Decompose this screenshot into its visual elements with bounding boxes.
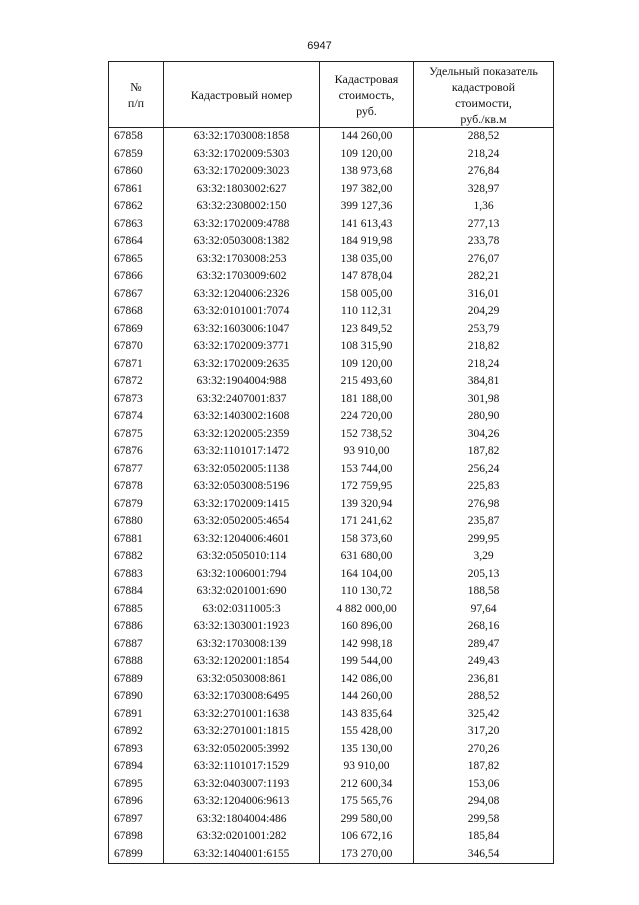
row-specific-value: 316,01 [414,286,554,304]
row-cadastral-number: 63:32:1101017:1529 [164,758,320,776]
row-cadastral-number: 63:32:2701001:1638 [164,706,320,724]
row-cadastral-value: 142 998,18 [320,636,414,654]
row-specific-value: 249,43 [414,653,554,671]
row-index: 67879 [109,496,164,514]
table-row [109,198,554,216]
row-index: 67860 [109,163,164,181]
row-specific-value: 325,42 [414,706,554,724]
row-cadastral-number: 63:32:1702009:4788 [164,216,320,234]
row-cadastral-number: 63:32:0201001:282 [164,828,320,846]
row-cadastral-number: 63:32:1703008:6495 [164,688,320,706]
row-cadastral-number: 63:32:0502005:4654 [164,513,320,531]
row-index: 67875 [109,426,164,444]
row-index: 67895 [109,776,164,794]
row-cadastral-number: 63:32:1202001:1854 [164,653,320,671]
row-index: 67888 [109,653,164,671]
table-header [109,62,554,128]
row-index: 67886 [109,618,164,636]
table-row [109,828,554,846]
row-cadastral-value: 173 270,00 [320,846,414,864]
row-cadastral-number: 63:32:1703008:1858 [164,128,320,146]
row-cadastral-value: 106 672,16 [320,828,414,846]
row-index: 67863 [109,216,164,234]
table-row [109,793,554,811]
row-specific-value: 280,90 [414,408,554,426]
row-cadastral-number: 63:32:1101017:1472 [164,443,320,461]
row-cadastral-number: 63:32:2701001:1815 [164,723,320,741]
row-index: 67870 [109,338,164,356]
row-specific-value: 289,47 [414,636,554,654]
row-cadastral-value: 108 315,90 [320,338,414,356]
row-cadastral-number: 63:32:0403007:1193 [164,776,320,794]
row-cadastral-value: 181 188,00 [320,391,414,409]
row-cadastral-number: 63:32:1204006:9613 [164,793,320,811]
row-specific-value: 328,97 [414,181,554,199]
row-cadastral-number: 63:32:1702009:5303 [164,146,320,164]
row-cadastral-value: 171 241,62 [320,513,414,531]
table-row [109,723,554,741]
row-specific-value: 288,52 [414,688,554,706]
row-index: 67896 [109,793,164,811]
row-cadastral-number: 63:32:1403002:1608 [164,408,320,426]
row-cadastral-value: 138 035,00 [320,251,414,269]
row-cadastral-value: 158 373,60 [320,531,414,549]
row-cadastral-value: 142 086,00 [320,671,414,689]
row-cadastral-value: 164 104,00 [320,566,414,584]
row-cadastral-number: 63:32:1702009:3771 [164,338,320,356]
row-specific-value: 304,26 [414,426,554,444]
row-index: 67893 [109,741,164,759]
table-row [109,566,554,584]
row-cadastral-value: 93 910,00 [320,443,414,461]
row-cadastral-value: 631 680,00 [320,548,414,566]
row-cadastral-value: 224 720,00 [320,408,414,426]
row-index: 67868 [109,303,164,321]
table-row [109,373,554,391]
table-row [109,128,554,146]
row-specific-value: 218,24 [414,146,554,164]
row-cadastral-value: 197 382,00 [320,181,414,199]
row-index: 67894 [109,758,164,776]
row-cadastral-value: 299 580,00 [320,811,414,829]
row-cadastral-number: 63:32:1702009:2635 [164,356,320,374]
row-cadastral-value: 184 919,98 [320,233,414,251]
row-cadastral-value: 399 127,36 [320,198,414,216]
row-cadastral-value: 93 910,00 [320,758,414,776]
row-specific-value: 187,82 [414,443,554,461]
row-cadastral-value: 215 493,60 [320,373,414,391]
row-cadastral-number: 63:32:1803002:627 [164,181,320,199]
row-cadastral-value: 175 565,76 [320,793,414,811]
row-index: 67881 [109,531,164,549]
row-cadastral-number: 63:32:1702009:1415 [164,496,320,514]
row-specific-value: 153,06 [414,776,554,794]
row-cadastral-number: 63:32:1603006:1047 [164,321,320,339]
row-index: 67866 [109,268,164,286]
row-cadastral-value: 109 120,00 [320,356,414,374]
row-cadastral-number: 63:32:0503008:5196 [164,478,320,496]
row-index: 67876 [109,443,164,461]
row-specific-value: 253,79 [414,321,554,339]
table-row [109,321,554,339]
row-specific-value: 233,78 [414,233,554,251]
table-row [109,846,554,864]
row-cadastral-number: 63:32:1703008:253 [164,251,320,269]
row-index: 67889 [109,671,164,689]
row-cadastral-value: 141 613,43 [320,216,414,234]
row-specific-value: 236,81 [414,671,554,689]
row-specific-value: 225,83 [414,478,554,496]
row-specific-value: 277,13 [414,216,554,234]
table-row [109,583,554,601]
table-row [109,146,554,164]
row-specific-value: 270,26 [414,741,554,759]
row-cadastral-number: 63:32:0201001:690 [164,583,320,601]
table-row [109,741,554,759]
row-index: 67897 [109,811,164,829]
row-specific-value: 299,58 [414,811,554,829]
row-cadastral-number: 63:32:1804004:486 [164,811,320,829]
table-body [109,128,554,864]
table-row [109,776,554,794]
row-specific-value: 299,95 [414,531,554,549]
row-index: 67883 [109,566,164,584]
row-index: 67892 [109,723,164,741]
row-cadastral-value: 144 260,00 [320,688,414,706]
row-index: 67887 [109,636,164,654]
row-cadastral-number: 63:32:1204006:2326 [164,286,320,304]
row-index: 67882 [109,548,164,566]
row-index: 67899 [109,846,164,864]
table-row [109,268,554,286]
table-row [109,671,554,689]
table-row [109,408,554,426]
row-specific-value: 235,87 [414,513,554,531]
row-index: 67898 [109,828,164,846]
row-cadastral-number: 63:32:2308002:150 [164,198,320,216]
table-row [109,181,554,199]
row-cadastral-value: 160 896,00 [320,618,414,636]
row-index: 67858 [109,128,164,146]
row-cadastral-value: 110 130,72 [320,583,414,601]
table-row [109,531,554,549]
row-specific-value: 187,82 [414,758,554,776]
row-cadastral-value: 4 882 000,00 [320,601,414,619]
row-cadastral-number: 63:32:1303001:1923 [164,618,320,636]
table-row [109,356,554,374]
table-row [109,391,554,409]
row-specific-value: 384,81 [414,373,554,391]
row-specific-value: 205,13 [414,566,554,584]
row-cadastral-number: 63:32:0502005:1138 [164,461,320,479]
row-specific-value: 3,29 [414,548,554,566]
row-cadastral-value: 123 849,52 [320,321,414,339]
row-index: 67880 [109,513,164,531]
row-cadastral-number: 63:32:0503008:861 [164,671,320,689]
row-specific-value: 276,84 [414,163,554,181]
row-cadastral-number: 63:32:0101001:7074 [164,303,320,321]
table-row [109,653,554,671]
table-row [109,618,554,636]
row-index: 67873 [109,391,164,409]
row-specific-value: 276,07 [414,251,554,269]
row-index: 67864 [109,233,164,251]
row-cadastral-number: 63:32:0502005:3992 [164,741,320,759]
table-row [109,636,554,654]
table-row [109,461,554,479]
row-index: 67874 [109,408,164,426]
row-index: 67869 [109,321,164,339]
row-specific-value: 346,54 [414,846,554,864]
row-cadastral-number: 63:32:1006001:794 [164,566,320,584]
row-cadastral-value: 147 878,04 [320,268,414,286]
table-row [109,601,554,619]
table-row [109,443,554,461]
table-row [109,758,554,776]
row-index: 67877 [109,461,164,479]
row-cadastral-number: 63:32:1202005:2359 [164,426,320,444]
row-cadastral-number: 63:32:0503008:1382 [164,233,320,251]
row-index: 67867 [109,286,164,304]
header-cadastral-value: Кадастровая стоимость, руб. [320,62,414,128]
row-cadastral-value: 110 112,31 [320,303,414,321]
row-specific-value: 1,36 [414,198,554,216]
table-row [109,688,554,706]
row-cadastral-value: 172 759,95 [320,478,414,496]
row-cadastral-value: 139 320,94 [320,496,414,514]
row-cadastral-number: 63:32:1204006:4601 [164,531,320,549]
table-row [109,426,554,444]
row-specific-value: 218,24 [414,356,554,374]
row-specific-value: 276,98 [414,496,554,514]
table-row [109,163,554,181]
row-index: 67871 [109,356,164,374]
row-index: 67884 [109,583,164,601]
row-cadastral-value: 155 428,00 [320,723,414,741]
row-index: 67861 [109,181,164,199]
table-row [109,513,554,531]
row-index: 67862 [109,198,164,216]
table-row [109,233,554,251]
table-row [109,478,554,496]
row-cadastral-number: 63:32:0505010:114 [164,548,320,566]
row-specific-value: 317,20 [414,723,554,741]
row-cadastral-number: 63:32:1404001:6155 [164,846,320,864]
row-cadastral-value: 199 544,00 [320,653,414,671]
row-specific-value: 288,52 [414,128,554,146]
row-cadastral-number: 63:32:1703009:602 [164,268,320,286]
row-cadastral-number: 63:32:1703008:139 [164,636,320,654]
header-specific-value: Удельный показатель кадастровой стоимости, руб./кв.м [414,62,554,128]
row-cadastral-number: 63:32:1904004:988 [164,373,320,391]
table-row [109,286,554,304]
row-cadastral-value: 143 835,64 [320,706,414,724]
cadastral-value-table [108,61,554,864]
row-index: 67891 [109,706,164,724]
row-cadastral-value: 152 738,52 [320,426,414,444]
table-row [109,338,554,356]
row-cadastral-number: 63:32:2407001:837 [164,391,320,409]
row-cadastral-number: 63:32:1702009:3023 [164,163,320,181]
row-index: 67890 [109,688,164,706]
table-row [109,706,554,724]
row-specific-value: 97,64 [414,601,554,619]
row-specific-value: 294,08 [414,793,554,811]
header-index: № п/п [109,62,164,128]
table-row [109,251,554,269]
row-specific-value: 218,82 [414,338,554,356]
table-row [109,548,554,566]
header-row [109,62,554,128]
table-row [109,216,554,234]
row-cadastral-value: 109 120,00 [320,146,414,164]
row-index: 67859 [109,146,164,164]
row-index: 67885 [109,601,164,619]
row-cadastral-value: 153 744,00 [320,461,414,479]
table-row [109,303,554,321]
row-specific-value: 204,29 [414,303,554,321]
row-cadastral-number: 63:02:0311005:3 [164,601,320,619]
row-cadastral-value: 135 130,00 [320,741,414,759]
row-specific-value: 188,58 [414,583,554,601]
row-specific-value: 268,16 [414,618,554,636]
table-row [109,496,554,514]
table-row [109,811,554,829]
row-specific-value: 301,98 [414,391,554,409]
row-cadastral-value: 144 260,00 [320,128,414,146]
row-specific-value: 256,24 [414,461,554,479]
row-index: 67865 [109,251,164,269]
header-cadastral-number: Кадастровый номер [164,62,320,128]
row-cadastral-value: 138 973,68 [320,163,414,181]
row-cadastral-value: 158 005,00 [320,286,414,304]
row-index: 67872 [109,373,164,391]
row-specific-value: 282,21 [414,268,554,286]
row-index: 67878 [109,478,164,496]
page-number: 6947 [307,40,332,52]
row-cadastral-value: 212 600,34 [320,776,414,794]
row-specific-value: 185,84 [414,828,554,846]
